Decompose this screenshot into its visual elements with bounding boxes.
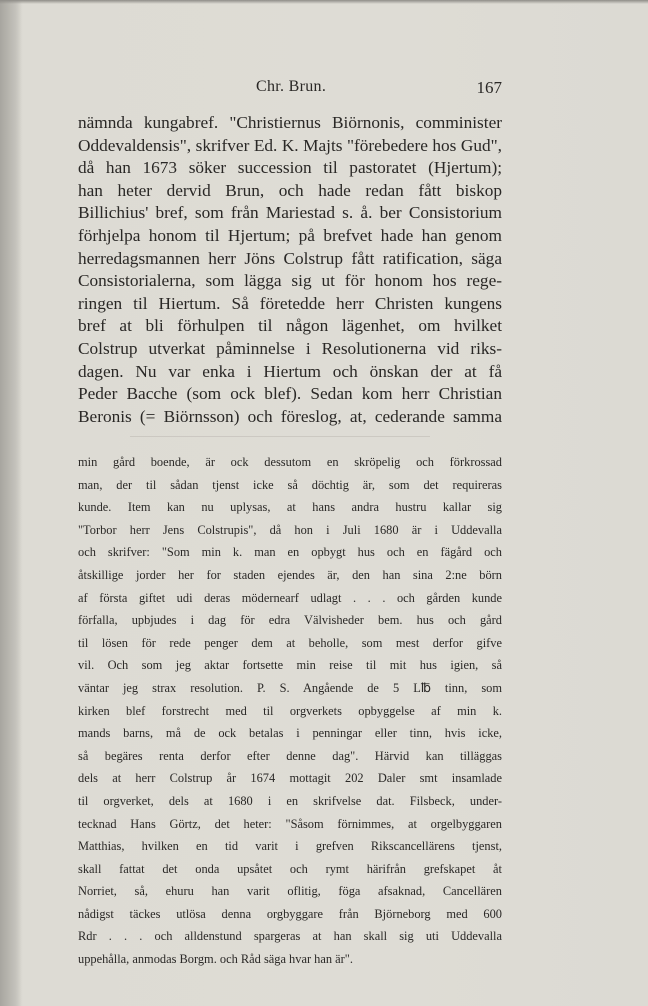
body-line: då han 1673 söker succession til pastoratet (Hjertum); bbox=[78, 158, 502, 178]
footnote-line: väntar jeg strax resolution. P. S. Angående de 5 L℔ tinn, som bbox=[78, 680, 502, 695]
footnote-line: vil. Och som jeg aktar fortsette min reise til mit hus igien, så bbox=[78, 658, 502, 673]
footnote-line: så begäres renta derfor efter denne dag". Härvid kan tilläggas bbox=[78, 748, 502, 763]
body-line: Peder Bacche (som ock blef). Sedan kom herr Christian bbox=[78, 384, 502, 404]
footnote-line: mands barns, må de ock betalas i penningar eller tinn, hvis icke, bbox=[78, 726, 502, 741]
footnote-line: "Torbor herr Jens Colstrupis", då hon i Juli 1680 är i Uddevalla bbox=[78, 522, 502, 537]
footnote-line: kunde. Item kan nu uplysas, at hans andra hustru kallar sig bbox=[78, 500, 502, 515]
page-header bbox=[78, 78, 502, 100]
body-line: Oddevaldensis", skrifver Ed. K. Majts "förebedere hos Gud", bbox=[78, 135, 502, 155]
body-line: herredagsmannen herr Jöns Colstrup fått ratification, säga bbox=[78, 248, 502, 268]
footnote-block bbox=[78, 454, 502, 974]
footnote-line: och skrifver: "Som min k. man en opbygt hus och en fägård och bbox=[78, 545, 502, 560]
footnote-line: dels at herr Colstrup år 1674 mottagit 202 Daler smt insamlade bbox=[78, 771, 502, 786]
footnote-line: man, der til sådan tjenst icke så döchtig är, som det requireras bbox=[78, 477, 502, 492]
body-line: nämnda kungabref. "Christiernus Biörnonis, comminister bbox=[78, 113, 502, 132]
footnote-line: nådigst täckes utlösa denna orgbyggare från Björneborg med 600 bbox=[78, 906, 502, 921]
footnote-line: til orgverket, dels at 1680 i en skrifvelse dat. Filsbeck, under- bbox=[78, 793, 502, 808]
footnote-line: min gård boende, är ock dessutom en skröpelig och förkrossad bbox=[78, 455, 502, 469]
body-line: Beronis (= Biörnsson) och föreslog, at, cederande samma bbox=[78, 406, 502, 426]
footnote-line: kirken blef forstrecht med til orgverkets opbyggelse af min k. bbox=[78, 703, 502, 718]
footnote-line: af första giftet udi deras mödernearf udlagt . . . och gården kunde bbox=[78, 590, 502, 605]
footnote-line: til lösen för rede penger dem at beholle, som mest derfor gifve bbox=[78, 635, 502, 650]
footnote-line: tecknad Hans Görtz, det heter: "Såsom förnimmes, at orgelbyggaren bbox=[78, 816, 502, 831]
page-gutter-shadow bbox=[0, 0, 22, 1006]
footnote-line: åtskillige jorder her for staden ejendes är, den han sina 2:ne börn bbox=[78, 567, 502, 582]
body-line: förhjelpa honom til Hjertum; på brefvet hade han genom bbox=[78, 225, 502, 245]
body-line: ringen til Hiertum. Så företedde herr Christen kungens bbox=[78, 293, 502, 313]
page-number: 167 bbox=[476, 78, 502, 97]
footnote-line: Norriet, så, ehuru han varit oflitig, föga afsaknad, Cancellären bbox=[78, 884, 502, 899]
footnote-line: förfalla, upbjudes i dag för edra Välvisheder bem. hus och gård bbox=[78, 613, 502, 628]
bleed-through-line bbox=[130, 436, 430, 437]
body-line: Colstrup utverkat påminnelse i Resolutionerna vid riks- bbox=[78, 338, 502, 358]
running-head: Chr. Brun. bbox=[256, 78, 327, 95]
footnote-line: Matthias, hvilken en tid varit i grefven Rikscancellärens tjenst, bbox=[78, 839, 502, 854]
page-top-edge bbox=[0, 0, 648, 4]
body-line: Consistorialerna, som lägga sig ut för honom hos rege- bbox=[78, 271, 502, 291]
body-line: bref at bli förhulpen til någon lägenhet, om hvilket bbox=[78, 316, 502, 336]
body-line: dagen. Nu var enka i Hiertum och önskan der at få bbox=[78, 361, 502, 381]
body-line: Billichius' bref, som från Mariestad s. å. ber Consistorium bbox=[78, 203, 502, 223]
footnote-line: Rdr . . . och alldenstund spargeras at han skall sig uti Uddevalla bbox=[78, 929, 502, 944]
main-paragraph bbox=[78, 112, 502, 428]
body-line: han heter dervid Brun, och hade redan fått biskop bbox=[78, 180, 502, 200]
footnote-line: skall fattat det onda upsåtet och rymt härifrån grefskapet åt bbox=[78, 861, 502, 876]
footnote-line: uppehålla, anmodas Borgm. och Råd säga hvar han är". bbox=[78, 952, 353, 967]
